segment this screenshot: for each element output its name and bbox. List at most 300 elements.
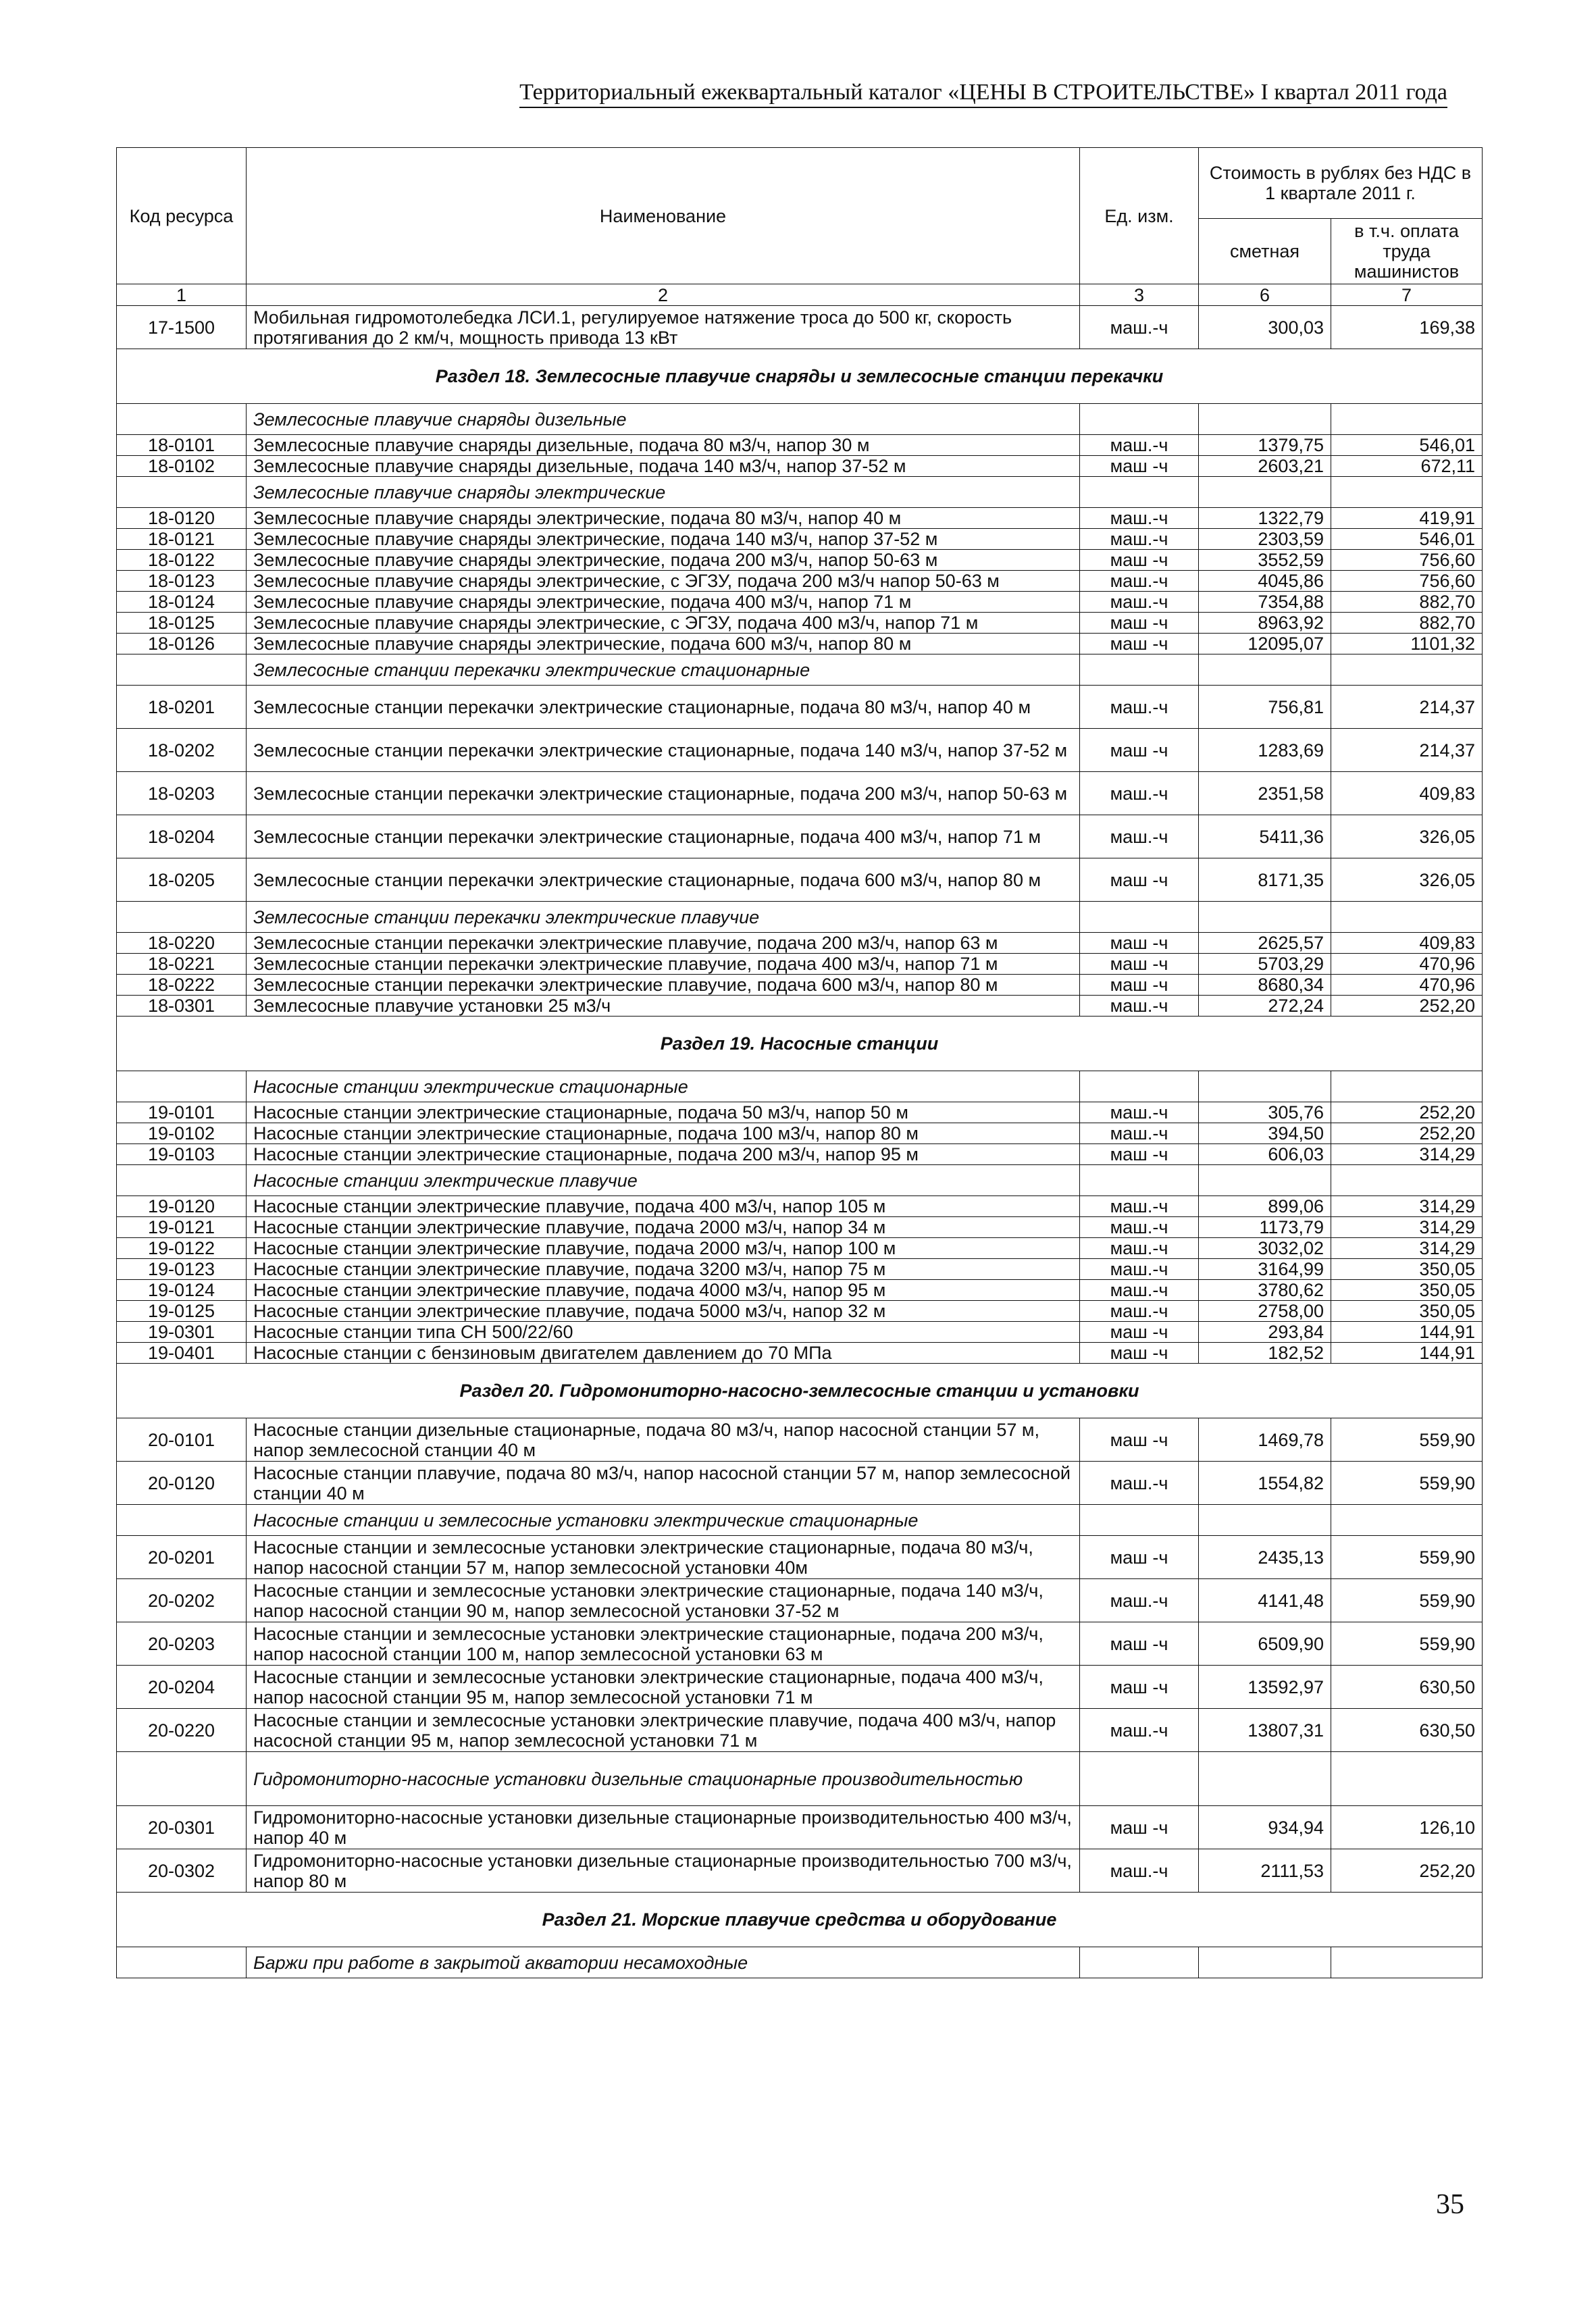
cost-labor: 546,01 [1331,435,1483,456]
page-number: 35 [1436,2189,1464,2220]
unit-cell: маш -ч [1080,1144,1199,1165]
cost-estimate: 934,94 [1199,1806,1331,1849]
cost-estimate: 1173,79 [1199,1217,1331,1238]
cost-labor: 169,38 [1331,306,1483,349]
resource-code: 19-0123 [117,1259,247,1280]
resource-name: Насосные станции типа СН 500/22/60 [247,1322,1080,1343]
resource-code: 20-0120 [117,1462,247,1505]
unit-cell: маш -ч [1080,954,1199,975]
resource-name: Насосные станции дизельные стационарные, подача 80 м3/ч, напор насосной станции 57 м, напор землесосной станции 40 м [247,1418,1080,1462]
empty-cell [1080,654,1199,686]
table-row [117,1217,1483,1238]
cost-estimate: 2758,00 [1199,1301,1331,1322]
unit-cell: маш.-ч [1080,1709,1199,1752]
subsection-row [117,1947,1483,1978]
table-row [117,772,1483,815]
colnum: 3 [1080,284,1199,306]
section-title: Раздел 21. Морские плавучие средства и оборудование [117,1893,1483,1947]
resource-name: Насосные станции электрические стационарные, подача 200 м3/ч, напор 95 м [247,1144,1080,1165]
resource-code: 18-0121 [117,529,247,550]
cost-labor: 144,91 [1331,1322,1483,1343]
cost-labor: 252,20 [1331,1102,1483,1123]
unit-cell: маш.-ч [1080,1102,1199,1123]
table-row [117,571,1483,592]
table-row [117,933,1483,954]
table-row [117,1280,1483,1301]
empty-cell [1199,1505,1331,1536]
table-row [117,729,1483,772]
table-row [117,1343,1483,1364]
resource-name: Мобильная гидромотолебедка ЛСИ.1, регулируемое натяжение троса до 500 кг, скорость протягивания до 2 км/ч, мощность привода 13 кВт [247,306,1080,349]
resource-code: 19-0101 [117,1102,247,1123]
subsection-title: Баржи при работе в закрытой акватории несамоходные [247,1947,1080,1978]
running-header: Территориальный ежеквартальный каталог «ЦЕНЫ В СТРОИТЕЛЬСТВЕ» I квартал 2011 года [519,80,1447,108]
cost-estimate: 1379,75 [1199,435,1331,456]
subsection-title: Землесосные станции перекачки электрические плавучие [247,902,1080,933]
table-row [117,435,1483,456]
resource-code: 18-0221 [117,954,247,975]
cost-labor: 409,83 [1331,772,1483,815]
cost-estimate: 300,03 [1199,306,1331,349]
cost-estimate: 182,52 [1199,1343,1331,1364]
empty-cell [1331,1752,1483,1806]
col-cost-est-header: сметная [1199,219,1331,284]
cost-labor: 559,90 [1331,1622,1483,1666]
section-title: Раздел 20. Гидромониторно-насосно-землесосные станции и установки [117,1364,1483,1418]
cost-estimate: 3032,02 [1199,1238,1331,1259]
subsection-title: Землесосные плавучие снаряды дизельные [247,404,1080,435]
resource-name: Насосные станции электрические стационарные, подача 50 м3/ч, напор 50 м [247,1102,1080,1123]
unit-cell: маш.-ч [1080,1217,1199,1238]
cost-estimate: 3552,59 [1199,550,1331,571]
resource-name: Землесосные станции перекачки электрические плавучие, подача 600 м3/ч, напор 80 м [247,975,1080,996]
resource-code: 18-0125 [117,613,247,634]
section-heading-row [117,349,1483,404]
resource-name: Землесосные плавучие снаряды электрические, подача 200 м3/ч, напор 50-63 м [247,550,1080,571]
empty-cell [1331,1071,1483,1102]
resource-code: 19-0102 [117,1123,247,1144]
empty-cell [117,1165,247,1196]
cost-labor: 252,20 [1331,996,1483,1017]
table-row [117,1259,1483,1280]
resource-code: 18-0101 [117,435,247,456]
cost-estimate: 606,03 [1199,1144,1331,1165]
empty-cell [117,1505,247,1536]
subsection-title: Насосные станции электрические стационарные [247,1071,1080,1102]
empty-cell [117,1752,247,1806]
unit-cell: маш -ч [1080,634,1199,654]
resource-name: Насосные станции электрические плавучие, подача 400 м3/ч, напор 105 м [247,1196,1080,1217]
resource-name: Землесосные плавучие снаряды дизельные, подача 80 м3/ч, напор 30 м [247,435,1080,456]
cost-labor: 350,05 [1331,1280,1483,1301]
cost-estimate: 1283,69 [1199,729,1331,772]
table-row [117,1622,1483,1666]
subsection-row [117,1071,1483,1102]
empty-cell [1080,1947,1199,1978]
unit-cell: маш.-ч [1080,1462,1199,1505]
cost-labor: 559,90 [1331,1536,1483,1579]
colnum: 1 [117,284,247,306]
empty-cell [1331,902,1483,933]
colnum: 6 [1199,284,1331,306]
unit-cell: маш.-ч [1080,772,1199,815]
cost-estimate: 394,50 [1199,1123,1331,1144]
resource-name: Землесосные станции перекачки электрические плавучие, подача 200 м3/ч, напор 63 м [247,933,1080,954]
subsection-row [117,1165,1483,1196]
cost-estimate: 7354,88 [1199,592,1331,613]
cost-estimate: 3164,99 [1199,1259,1331,1280]
section-title: Раздел 18. Землесосные плавучие снаряды и землесосные станции перекачки [117,349,1483,404]
subsection-row [117,1752,1483,1806]
table-row [117,1462,1483,1505]
cost-estimate: 899,06 [1199,1196,1331,1217]
subsection-title: Насосные станции электрические плавучие [247,1165,1080,1196]
unit-cell: маш.-ч [1080,1196,1199,1217]
unit-cell: маш -ч [1080,933,1199,954]
cost-labor: 314,29 [1331,1217,1483,1238]
cost-estimate: 272,24 [1199,996,1331,1017]
empty-cell [1199,902,1331,933]
resource-name: Насосные станции электрические стационарные, подача 100 м3/ч, напор 80 м [247,1123,1080,1144]
table-row [117,1301,1483,1322]
resource-name: Насосные станции электрические плавучие, подача 3200 м3/ч, напор 75 м [247,1259,1080,1280]
table-row [117,634,1483,654]
unit-cell: маш.-ч [1080,508,1199,529]
table-row [117,996,1483,1017]
unit-cell: маш.-ч [1080,306,1199,349]
empty-cell [1080,404,1199,435]
cost-estimate: 5411,36 [1199,815,1331,858]
subsection-title: Землесосные плавучие снаряды электрические [247,477,1080,508]
subsection-row [117,404,1483,435]
resource-code: 18-0120 [117,508,247,529]
resource-code: 18-0201 [117,686,247,729]
unit-cell: маш -ч [1080,858,1199,902]
col-cost-group-header: Стоимость в рублях без НДС в 1 квартале 2011 г. [1199,148,1483,219]
empty-cell [1080,1752,1199,1806]
resource-name: Гидромониторно-насосные установки дизельные стационарные производительностью 400 м3/ч, напор 40 м [247,1806,1080,1849]
unit-cell: маш.-ч [1080,1280,1199,1301]
cost-labor: 350,05 [1331,1301,1483,1322]
unit-cell: маш.-ч [1080,1259,1199,1280]
cost-labor: 214,37 [1331,686,1483,729]
colnum: 7 [1331,284,1483,306]
empty-cell [117,654,247,686]
unit-cell: маш.-ч [1080,1579,1199,1622]
cost-labor: 350,05 [1331,1259,1483,1280]
cost-labor: 126,10 [1331,1806,1483,1849]
column-number-row [117,284,1483,306]
colnum: 2 [247,284,1080,306]
resource-name: Насосные станции и землесосные установки электрические стационарные, подача 80 м3/ч, напор насосной станции 57 м, напор землесосной установки 40м [247,1536,1080,1579]
resource-code: 18-0205 [117,858,247,902]
empty-cell [1199,654,1331,686]
resource-code: 18-0122 [117,550,247,571]
table-row [117,306,1483,349]
cost-labor: 214,37 [1331,729,1483,772]
empty-cell [1199,404,1331,435]
empty-cell [1199,477,1331,508]
empty-cell [117,902,247,933]
unit-cell: маш -ч [1080,1806,1199,1849]
table-row [117,1196,1483,1217]
cost-labor: 630,50 [1331,1666,1483,1709]
cost-labor: 314,29 [1331,1144,1483,1165]
price-table [116,147,1483,1978]
unit-cell: маш.-ч [1080,1238,1199,1259]
unit-cell: маш.-ч [1080,1123,1199,1144]
cost-estimate: 2111,53 [1199,1849,1331,1893]
col-name-header: Наименование [247,148,1080,284]
cost-estimate: 13592,97 [1199,1666,1331,1709]
table-row [117,954,1483,975]
table-row [117,975,1483,996]
cost-estimate: 13807,31 [1199,1709,1331,1752]
cost-estimate: 5703,29 [1199,954,1331,975]
cost-labor: 314,29 [1331,1238,1483,1259]
subsection-title: Насосные станции и землесосные установки электрические стационарные [247,1505,1080,1536]
empty-cell [1331,1947,1483,1978]
resource-name: Насосные станции электрические плавучие, подача 4000 м3/ч, напор 95 м [247,1280,1080,1301]
empty-cell [1080,1505,1199,1536]
unit-cell: маш.-ч [1080,435,1199,456]
resource-code: 19-0122 [117,1238,247,1259]
resource-name: Насосные станции электрические плавучие, подача 5000 м3/ч, напор 32 м [247,1301,1080,1322]
resource-name: Гидромониторно-насосные установки дизельные стационарные производительностью 700 м3/ч, напор 80 м [247,1849,1080,1893]
table-row [117,1123,1483,1144]
empty-cell [1331,404,1483,435]
resource-code: 19-0120 [117,1196,247,1217]
table-row [117,1849,1483,1893]
empty-cell [1199,1071,1331,1102]
subsection-title: Землесосные станции перекачки электрические стационарные [247,654,1080,686]
table-row [117,1418,1483,1462]
unit-cell: маш -ч [1080,456,1199,477]
empty-cell [1080,902,1199,933]
cost-estimate: 8171,35 [1199,858,1331,902]
section-heading-row [117,1017,1483,1071]
table-row [117,1536,1483,1579]
resource-code: 20-0202 [117,1579,247,1622]
resource-name: Землесосные плавучие снаряды электрические, с ЭГЗУ, подача 400 м3/ч, напор 71 м [247,613,1080,634]
cost-labor: 252,20 [1331,1123,1483,1144]
cost-labor: 326,05 [1331,858,1483,902]
cost-labor: 559,90 [1331,1579,1483,1622]
resource-name: Землесосные станции перекачки электрические стационарные, подача 200 м3/ч, напор 50-63 м [247,772,1080,815]
resource-name: Насосные станции плавучие, подача 80 м3/ч, напор насосной станции 57 м, напор землесосной станции 40 м [247,1462,1080,1505]
resource-code: 20-0203 [117,1622,247,1666]
resource-code: 20-0220 [117,1709,247,1752]
table-row [117,456,1483,477]
cost-labor: 756,60 [1331,550,1483,571]
cost-estimate: 2351,58 [1199,772,1331,815]
cost-labor: 144,91 [1331,1343,1483,1364]
cost-labor: 470,96 [1331,975,1483,996]
table-row [117,815,1483,858]
subsection-row [117,902,1483,933]
resource-name: Насосные станции и землесосные установки электрические стационарные, подача 200 м3/ч, напор насосной станции 100 м, напор землесосной установки 63 м [247,1622,1080,1666]
resource-code: 18-0301 [117,996,247,1017]
empty-cell [1199,1947,1331,1978]
unit-cell: маш -ч [1080,1418,1199,1462]
cost-labor: 630,50 [1331,1709,1483,1752]
resource-name: Землесосные станции перекачки электрические стационарные, подача 400 м3/ч, напор 71 м [247,815,1080,858]
cost-labor: 419,91 [1331,508,1483,529]
cost-labor: 559,90 [1331,1462,1483,1505]
unit-cell: маш -ч [1080,975,1199,996]
empty-cell [1199,1752,1331,1806]
resource-code: 17-1500 [117,306,247,349]
col-code-header: Код ресурса [117,148,247,284]
table-row [117,529,1483,550]
empty-cell [117,1071,247,1102]
resource-name: Землесосные станции перекачки электрические стационарные, подача 140 м3/ч, напор 37-52 м [247,729,1080,772]
subsection-row [117,1505,1483,1536]
col-cost-labor-header: в т.ч. оплата труда машинистов [1331,219,1483,284]
table-row [117,1579,1483,1622]
empty-cell [1080,1165,1199,1196]
resource-code: 18-0124 [117,592,247,613]
resource-code: 19-0103 [117,1144,247,1165]
resource-name: Насосные станции и землесосные установки электрические стационарные, подача 140 м3/ч, напор насосной станции 90 м, напор землесосной установки 37-52 м [247,1579,1080,1622]
cost-estimate: 756,81 [1199,686,1331,729]
resource-name: Землесосные станции перекачки электрические стационарные, подача 80 м3/ч, напор 40 м [247,686,1080,729]
cost-labor: 559,90 [1331,1418,1483,1462]
resource-code: 18-0204 [117,815,247,858]
subsection-row [117,654,1483,686]
unit-cell: маш -ч [1080,550,1199,571]
cost-labor: 882,70 [1331,592,1483,613]
cost-estimate: 12095,07 [1199,634,1331,654]
table-row [117,686,1483,729]
resource-code: 19-0124 [117,1280,247,1301]
resource-code: 20-0302 [117,1849,247,1893]
resource-code: 19-0121 [117,1217,247,1238]
section-heading-row [117,1893,1483,1947]
table-row [117,1102,1483,1123]
subsection-title: Гидромониторно-насосные установки дизельные стационарные производительностью [247,1752,1080,1806]
unit-cell: маш.-ч [1080,529,1199,550]
table-row [117,613,1483,634]
cost-labor: 326,05 [1331,815,1483,858]
resource-code: 18-0222 [117,975,247,996]
empty-cell [1331,477,1483,508]
cost-estimate: 3780,62 [1199,1280,1331,1301]
empty-cell [1199,1165,1331,1196]
table-row [117,1666,1483,1709]
cost-labor: 756,60 [1331,571,1483,592]
empty-cell [1331,654,1483,686]
unit-cell: маш.-ч [1080,592,1199,613]
resource-code: 20-0101 [117,1418,247,1462]
resource-code: 20-0301 [117,1806,247,1849]
unit-cell: маш -ч [1080,613,1199,634]
unit-cell: маш.-ч [1080,1301,1199,1322]
cost-estimate: 4141,48 [1199,1579,1331,1622]
resource-name: Землесосные плавучие снаряды электрические, подача 80 м3/ч, напор 40 м [247,508,1080,529]
cost-estimate: 6509,90 [1199,1622,1331,1666]
resource-code: 18-0202 [117,729,247,772]
table-row [117,1322,1483,1343]
table-row [117,1144,1483,1165]
resource-code: 19-0401 [117,1343,247,1364]
resource-code: 18-0203 [117,772,247,815]
resource-name: Насосные станции с бензиновым двигателем давлением до 70 МПа [247,1343,1080,1364]
table-row [117,508,1483,529]
resource-name: Насосные станции и землесосные установки электрические стационарные, подача 400 м3/ч, напор насосной станции 95 м, напор землесосной установки 71 м [247,1666,1080,1709]
cost-estimate: 8963,92 [1199,613,1331,634]
resource-name: Землесосные станции перекачки электрические стационарные, подача 600 м3/ч, напор 80 м [247,858,1080,902]
unit-cell: маш.-ч [1080,996,1199,1017]
empty-cell [1331,1165,1483,1196]
section-heading-row [117,1364,1483,1418]
cost-labor: 672,11 [1331,456,1483,477]
unit-cell: маш.-ч [1080,686,1199,729]
resource-name: Землесосные плавучие снаряды электрические, с ЭГЗУ, подача 200 м3/ч напор 50-63 м [247,571,1080,592]
table-row [117,1806,1483,1849]
resource-code: 18-0123 [117,571,247,592]
table-row [117,592,1483,613]
resource-name: Землесосные плавучие снаряды электрические, подача 400 м3/ч, напор 71 м [247,592,1080,613]
table-row [117,858,1483,902]
cost-estimate: 1322,79 [1199,508,1331,529]
col-unit-header: Ед. изм. [1080,148,1199,284]
cost-estimate: 1554,82 [1199,1462,1331,1505]
empty-cell [117,477,247,508]
table-row [117,1238,1483,1259]
resource-name: Насосные станции электрические плавучие, подача 2000 м3/ч, напор 100 м [247,1238,1080,1259]
cost-labor: 314,29 [1331,1196,1483,1217]
cost-estimate: 2435,13 [1199,1536,1331,1579]
resource-code: 18-0220 [117,933,247,954]
empty-cell [117,404,247,435]
unit-cell: маш -ч [1080,1536,1199,1579]
cost-estimate: 8680,34 [1199,975,1331,996]
unit-cell: маш -ч [1080,1343,1199,1364]
section-title: Раздел 19. Насосные станции [117,1017,1483,1071]
cost-labor: 409,83 [1331,933,1483,954]
resource-code: 19-0301 [117,1322,247,1343]
cost-estimate: 1469,78 [1199,1418,1331,1462]
cost-labor: 470,96 [1331,954,1483,975]
resource-name: Землесосные станции перекачки электрические плавучие, подача 400 м3/ч, напор 71 м [247,954,1080,975]
cost-estimate: 2625,57 [1199,933,1331,954]
resource-code: 20-0204 [117,1666,247,1709]
unit-cell: маш -ч [1080,1666,1199,1709]
cost-labor: 546,01 [1331,529,1483,550]
unit-cell: маш -ч [1080,1322,1199,1343]
unit-cell: маш.-ч [1080,1849,1199,1893]
resource-name: Землесосные плавучие снаряды дизельные, подача 140 м3/ч, напор 37-52 м [247,456,1080,477]
cost-labor: 1101,32 [1331,634,1483,654]
unit-cell: маш -ч [1080,1622,1199,1666]
empty-cell [1331,1505,1483,1536]
resource-name: Землесосные плавучие снаряды электрические, подача 600 м3/ч, напор 80 м [247,634,1080,654]
resource-name: Землесосные плавучие установки 25 м3/ч [247,996,1080,1017]
resource-code: 18-0102 [117,456,247,477]
cost-estimate: 2603,21 [1199,456,1331,477]
resource-code: 20-0201 [117,1536,247,1579]
cost-labor: 252,20 [1331,1849,1483,1893]
cost-estimate: 293,84 [1199,1322,1331,1343]
resource-name: Насосные станции электрические плавучие, подача 2000 м3/ч, напор 34 м [247,1217,1080,1238]
empty-cell [1080,1071,1199,1102]
unit-cell: маш.-ч [1080,571,1199,592]
table-row [117,1709,1483,1752]
subsection-row [117,477,1483,508]
table-row [117,550,1483,571]
cost-estimate: 4045,86 [1199,571,1331,592]
